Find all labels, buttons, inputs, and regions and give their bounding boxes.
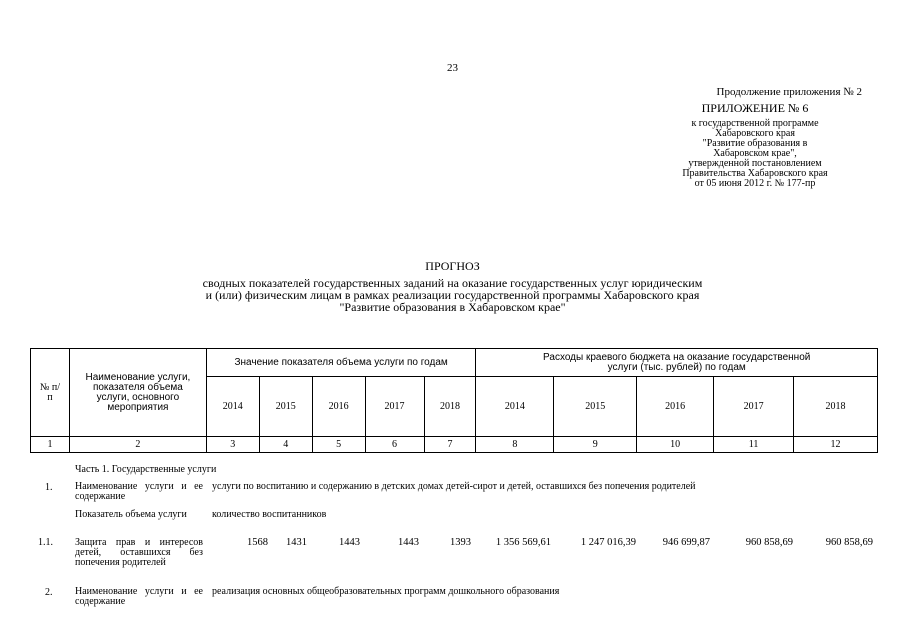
- appendix-line: утвержденной постановлением: [688, 158, 822, 169]
- event-label: Защита прав и интересов детей, оставшихся без попечения родителей: [75, 537, 203, 568]
- indicator-label: Показатель объема услуги: [75, 509, 187, 520]
- appendix-lines: [630, 119, 880, 189]
- header-volume-group: Значение показателя объема услуги по годам: [206, 349, 476, 377]
- column-number: 10: [637, 437, 714, 453]
- service-value: услуги по воспитанию и содержанию в детских домах детей-сирот и детей, оставшихся без попечения родителей: [212, 481, 696, 492]
- volume-2017: 1443: [398, 537, 419, 548]
- volume-2015: 1431: [286, 537, 307, 548]
- column-number: 9: [554, 437, 637, 453]
- document-subtitle: [100, 277, 805, 313]
- part-heading: Часть 1. Государственные услуги: [75, 464, 217, 475]
- header-year: 2014: [476, 377, 554, 437]
- column-number: 1: [31, 437, 70, 453]
- header-year: 2018: [424, 377, 476, 437]
- column-number: 7: [424, 437, 476, 453]
- expense-2016: 946 699,87: [662, 537, 710, 548]
- appendix-line: к государственной программе: [691, 118, 819, 129]
- expense-2018: 960 858,69: [825, 537, 873, 548]
- column-number: 2: [69, 437, 206, 453]
- header-year: 2014: [206, 377, 259, 437]
- column-number: 4: [259, 437, 312, 453]
- appendix-title: ПРИЛОЖЕНИЕ № 6: [701, 101, 809, 115]
- header-year: 2017: [714, 377, 794, 437]
- subtitle-line: "Развитие образования в Хабаровском крае": [339, 300, 566, 314]
- header-year: 2018: [794, 377, 878, 437]
- header-year: 2017: [365, 377, 424, 437]
- header-year: 2016: [312, 377, 365, 437]
- indicator-value: количество воспитанников: [212, 509, 327, 520]
- header-expenses-group: Расходы краевого бюджета на оказание государственной услуги (тыс. рублей) по годам: [476, 349, 878, 377]
- row-number: 2.: [45, 587, 53, 598]
- subtitle-line: и (или) физическим лицам в рамках реализации государственной программы Хабаровского края: [205, 288, 700, 302]
- page-number: 23: [447, 62, 458, 74]
- header-num: № п/п: [31, 349, 70, 437]
- continuation-note: Продолжение приложения № 2: [716, 86, 862, 98]
- row-number: 1.: [45, 482, 53, 493]
- column-number: 11: [714, 437, 794, 453]
- expense-2015: 1 247 016,39: [580, 537, 636, 548]
- service-label: Наименование услуги и ее содержание: [75, 586, 203, 607]
- appendix-line: от 05 июня 2012 г. № 177-пр: [694, 178, 816, 189]
- header-service-name: Наименование услуги, показателя объема услуги, основного мероприятия: [69, 349, 206, 437]
- document-title: ПРОГНОЗ: [425, 259, 480, 273]
- row-number: 1.1.: [38, 537, 53, 548]
- appendix-line: Хабаровского края: [715, 128, 795, 139]
- volume-2018: 1393: [450, 537, 471, 548]
- volume-2014: 1568: [247, 537, 268, 548]
- header-year: 2016: [637, 377, 714, 437]
- header-year: 2015: [554, 377, 637, 437]
- service-value: реализация основных общеобразовательных программ дошкольного образования: [212, 586, 560, 597]
- column-number: 12: [794, 437, 878, 453]
- forecast-table-header: [30, 348, 878, 453]
- appendix-line: Хабаровском крае",: [713, 148, 797, 159]
- column-number: 6: [365, 437, 424, 453]
- expense-2017: 960 858,69: [745, 537, 793, 548]
- subtitle-line: сводных показателей государственных заданий на оказание государственных услуг юридическим: [202, 276, 703, 290]
- expense-2014: 1 356 569,61: [495, 537, 551, 548]
- column-number: 8: [476, 437, 554, 453]
- column-number: 5: [312, 437, 365, 453]
- column-number: 3: [206, 437, 259, 453]
- appendix-line: Правительства Хабаровского края: [682, 168, 828, 179]
- service-label: Наименование услуги и ее содержание: [75, 481, 203, 502]
- volume-2016: 1443: [339, 537, 360, 548]
- appendix-line: "Развитие образования в: [702, 138, 808, 149]
- header-year: 2015: [259, 377, 312, 437]
